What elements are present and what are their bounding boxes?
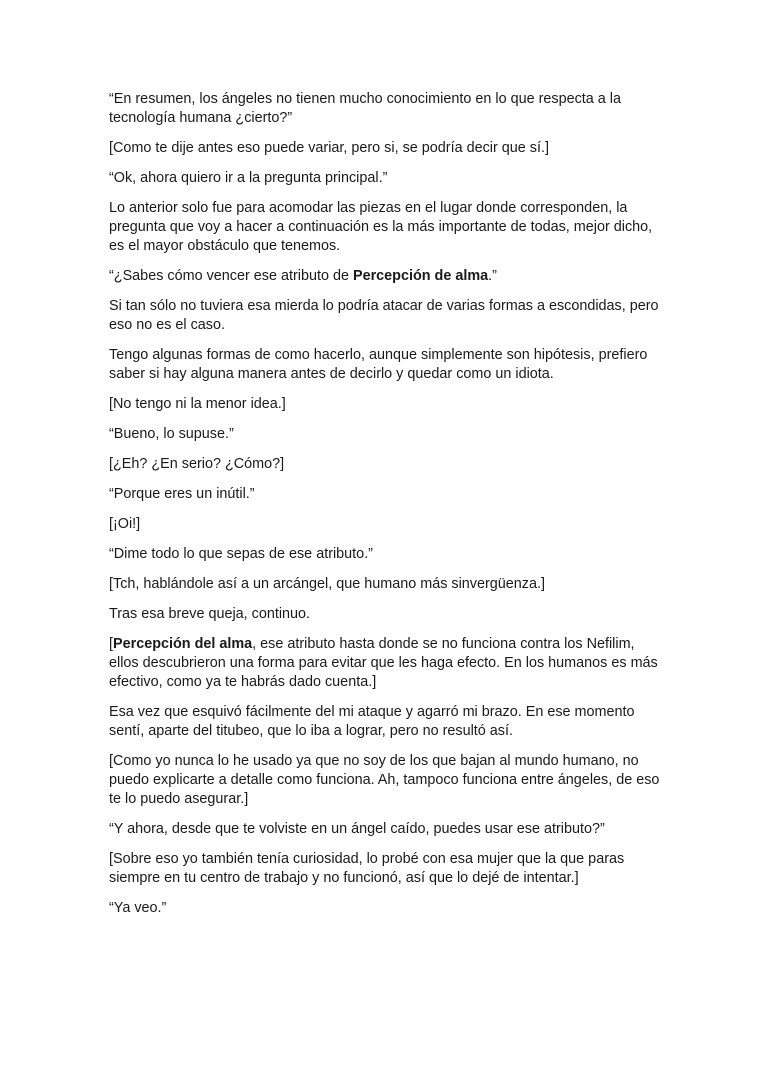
paragraph — [109, 267, 661, 286]
text-run: “¿Sabes cómo vencer ese atributo de — [109, 268, 353, 284]
paragraph — [109, 169, 661, 188]
text-run: Lo anterior solo fue para acomodar las piezas en el lugar donde corresponden, la pregunta que voy a hacer a continuación es la más importante de todas, mejor dicho, es el mayor obstáculo que tenemos. — [109, 200, 653, 254]
paragraph — [109, 297, 661, 335]
text-run: [¿Eh? ¿En serio? ¿Cómo?] — [109, 456, 285, 472]
bold-term: Percepción del alma — [113, 636, 253, 652]
text-run: “Bueno, lo supuse.” — [109, 426, 234, 442]
text-run: “Y ahora, desde que te volviste en un ángel caído, puedes usar ese atributo?” — [109, 821, 605, 837]
paragraph — [109, 703, 661, 741]
paragraph — [109, 139, 661, 158]
paragraph — [109, 605, 661, 624]
bold-term: Percepción de alma — [352, 268, 489, 284]
text-run: Tras esa breve queja, continuo. — [109, 606, 311, 622]
paragraph — [109, 346, 661, 384]
paragraph — [109, 899, 661, 918]
text-run: [Como te dije antes eso puede variar, pero si, se podría decir que sí.] — [109, 140, 549, 156]
text-run: “Ok, ahora quiero ir a la pregunta principal.” — [109, 170, 388, 186]
paragraph — [109, 752, 661, 809]
paragraph — [109, 850, 661, 888]
paragraph — [109, 820, 661, 839]
text-run: [ — [109, 636, 113, 652]
paragraph — [109, 515, 661, 534]
paragraph — [109, 425, 661, 444]
text-run: Esa vez que esquivó fácilmente del mi ataque y agarró mi brazo. En ese momento sentí, aparte del titubeo, que lo iba a lograr, pero no resultó así. — [109, 704, 635, 739]
text-run: [Sobre eso yo también tenía curiosidad, lo probé con esa mujer que la que paras siempre en tu centro de trabajo y no funcionó, así que lo dejé de intentar.] — [109, 851, 625, 886]
paragraph — [109, 635, 661, 692]
paragraph — [109, 575, 661, 594]
document-body — [109, 90, 661, 929]
text-run: “En resumen, los ángeles no tienen mucho conocimiento en lo que respecta a la tecnología humana ¿cierto?” — [109, 91, 621, 126]
text-run: [¡Oi!] — [109, 516, 141, 532]
text-run: [Tch, hablándole así a un arcángel, que humano más sinvergüenza.] — [109, 576, 545, 592]
text-run: Si tan sólo no tuviera esa mierda lo podría atacar de varias formas a escondidas, pero eso no es el caso. — [109, 298, 659, 333]
paragraph — [109, 199, 661, 256]
text-run: “Dime todo lo que sepas de ese atributo.” — [109, 546, 373, 562]
text-run: [Como yo nunca lo he usado ya que no soy de los que bajan al mundo humano, no puedo explicarte a detalle como funciona. Ah, tampoco funciona entre ángeles, de eso te lo puedo asegurar.] — [109, 753, 660, 807]
text-run: Tengo algunas formas de como hacerlo, aunque simplemente son hipótesis, prefiero saber si hay alguna manera antes de decirlo y quedar como un idiota. — [109, 347, 648, 382]
text-run: [No tengo ni la menor idea.] — [109, 396, 286, 412]
text-run: .” — [488, 268, 497, 284]
text-run: “Porque eres un inútil.” — [109, 486, 255, 502]
paragraph — [109, 455, 661, 474]
paragraph — [109, 545, 661, 564]
paragraph — [109, 485, 661, 504]
text-run: , ese atributo hasta donde se no funciona contra los Nefilim, ellos descubrieron una forma para evitar que les haga efecto. En los humanos es más efectivo, como ya te habrás dado cuenta.] — [109, 636, 658, 690]
paragraph — [109, 395, 661, 414]
text-run: “Ya veo.” — [109, 900, 167, 916]
paragraph — [109, 90, 661, 128]
